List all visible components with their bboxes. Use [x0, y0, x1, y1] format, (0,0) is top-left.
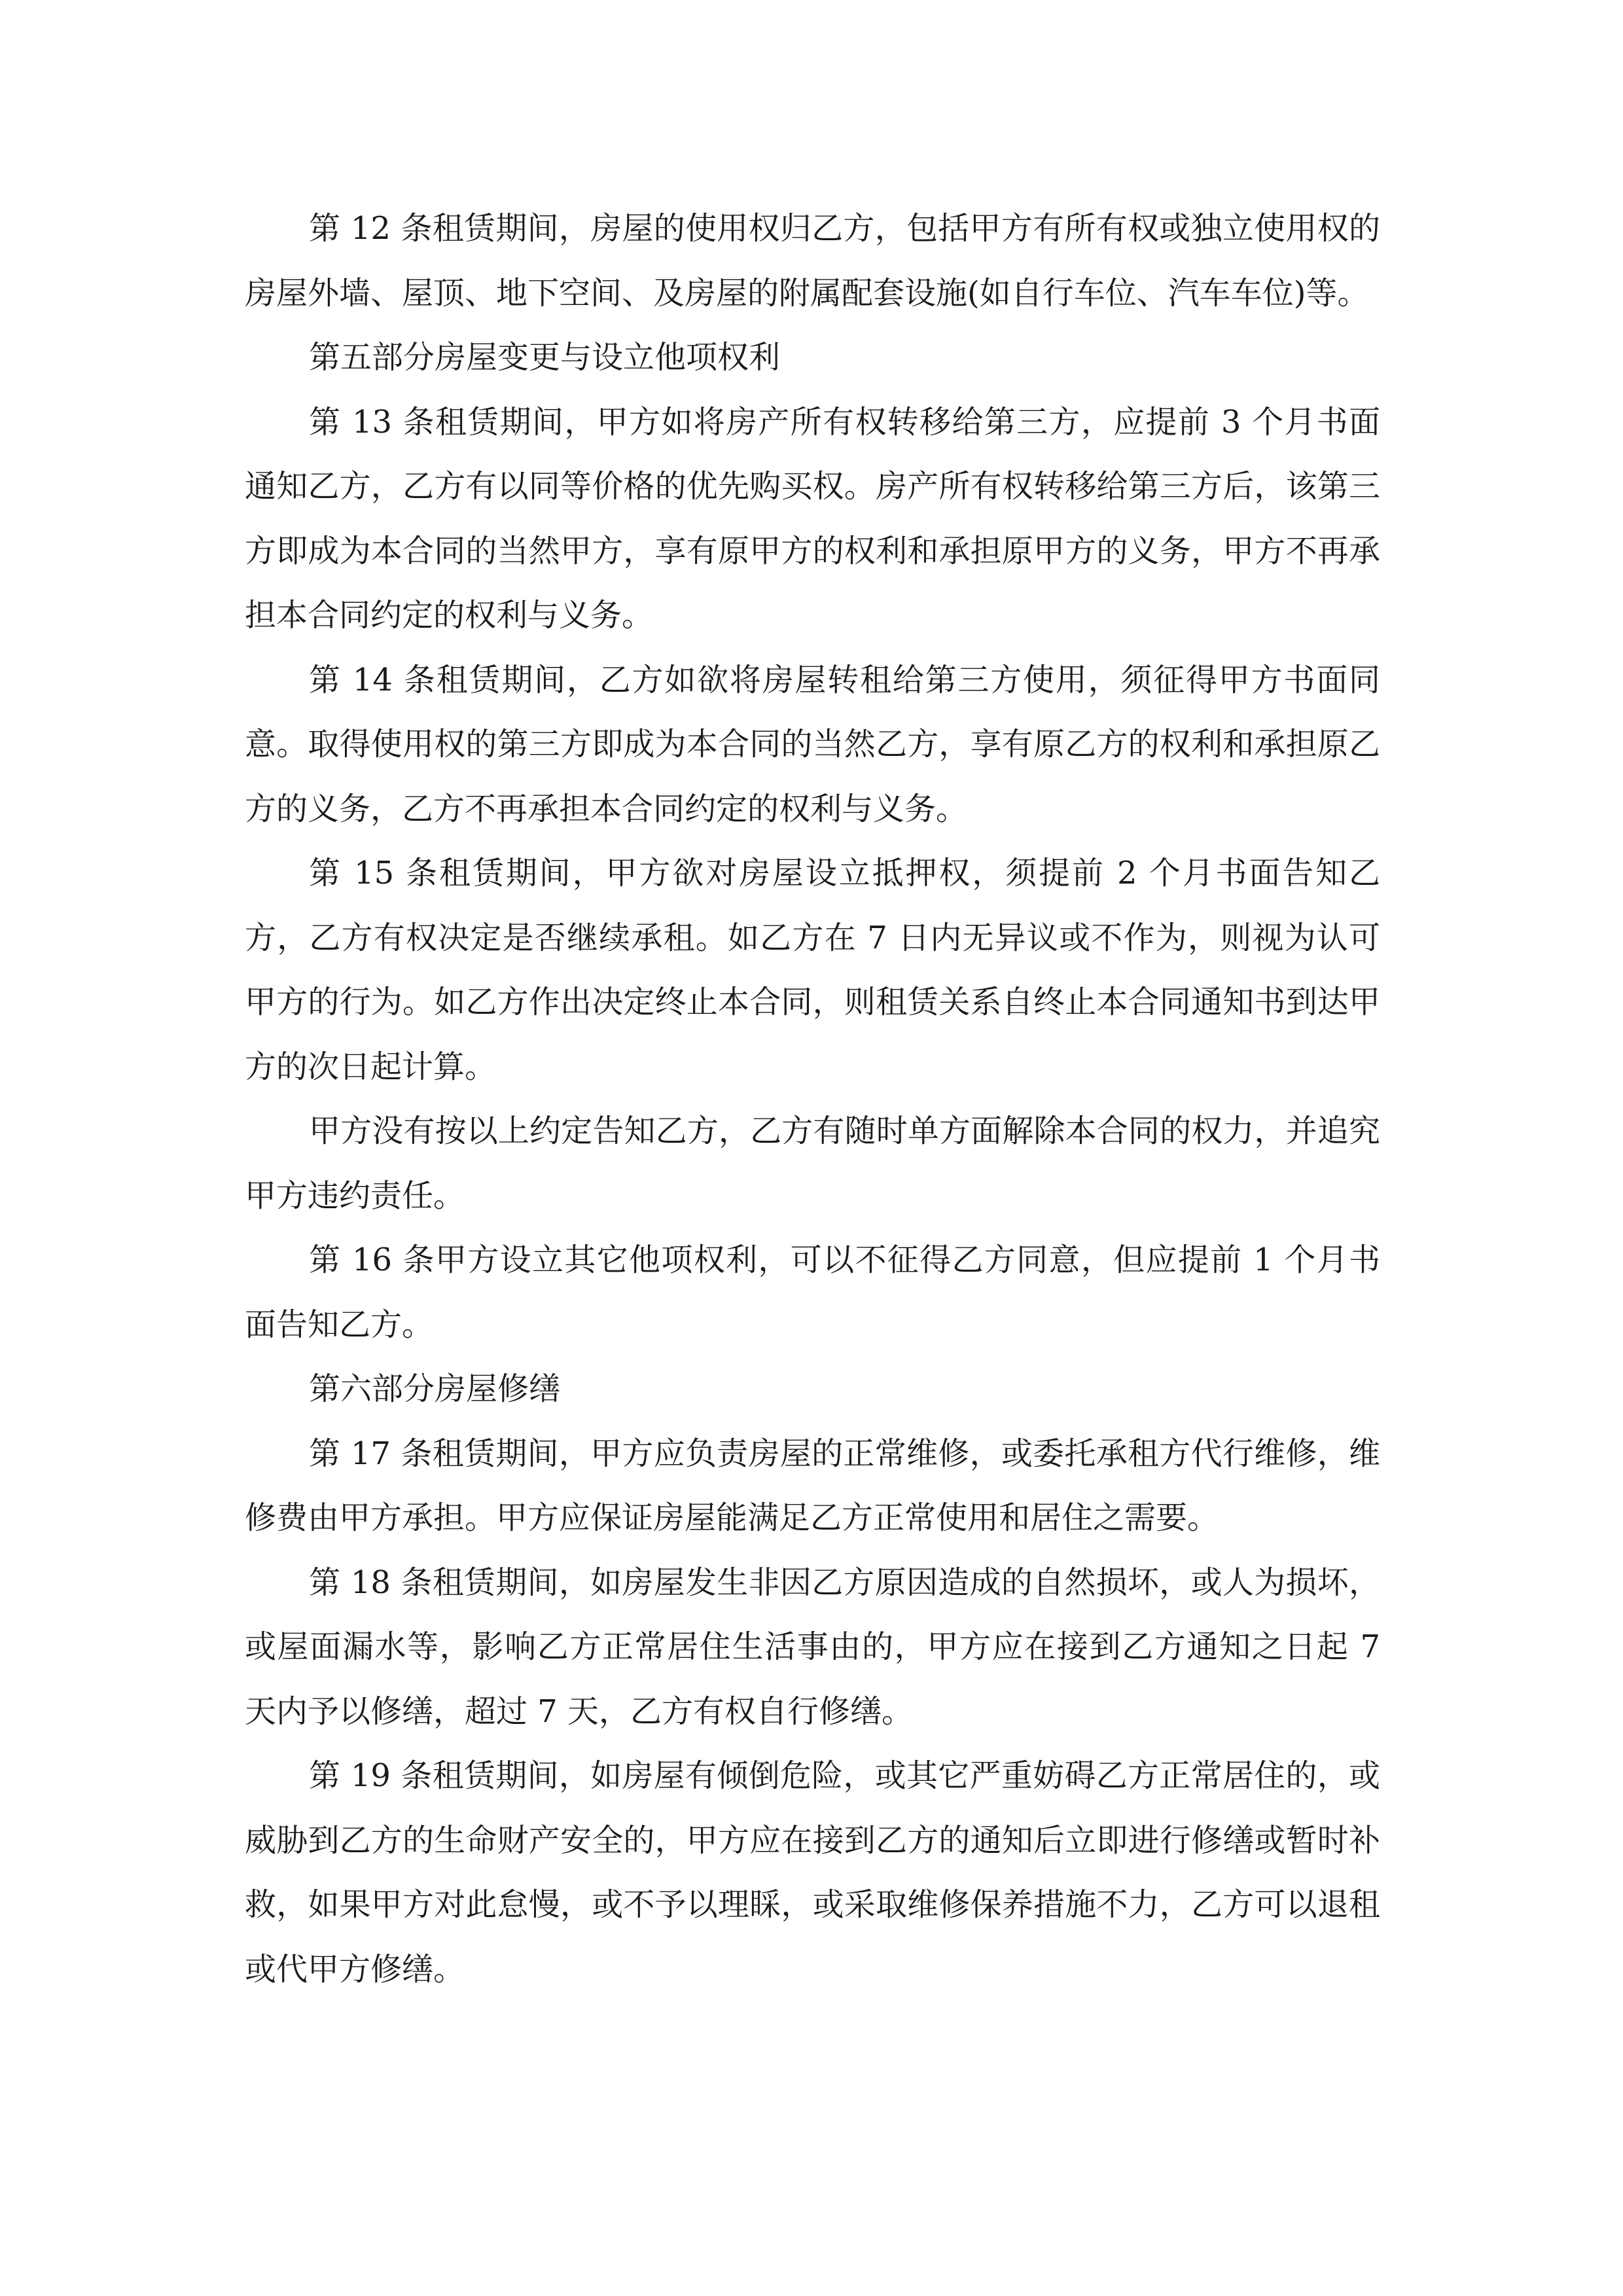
section-heading-part-6: 第六部分房屋修缮 [309, 1371, 561, 1407]
paragraph-article-14: 第 14 条租赁期间，乙方如欲将房屋转租给第三方使用，须征得甲方书面同意。取得使用权的第三方即成为本合同的当然乙方，享有原乙方的权利和承担原乙方的义务，乙方不再承担本合同约定的权利与义务。 [245, 661, 1380, 827]
paragraph-article-13: 第 13 条租赁期间，甲方如将房产所有权转移给第三方，应提前 3 个月书面通知乙方，乙方有以同等价格的优先购买权。房产所有权转移给第三方后，该第三方即成为本合同的当然甲方，享有原甲方的权利和承担原甲方的义务，甲方不再承担本合同约定的权利与义务。 [245, 403, 1380, 634]
paragraph-article-15-supplement: 甲方没有按以上约定告知乙方，乙方有随时单方面解除本合同的权力，并追究甲方违约责任。 [245, 1113, 1380, 1214]
paragraph-article-19: 第 19 条租赁期间，如房屋有倾倒危险，或其它严重妨碍乙方正常居住的，或威胁到乙方的生命财产安全的，甲方应在接到乙方的通知后立即进行修缮或暂时补救，如果甲方对此怠慢，或不予以理睬，或采取维修保养措施不力，乙方可以退租或代甲方修缮。 [245, 1757, 1380, 1988]
paragraph-article-16: 第 16 条甲方设立其它他项权利，可以不征得乙方同意，但应提前 1 个月书面告知乙方。 [245, 1242, 1380, 1343]
paragraph-article-12: 第 12 条租赁期间，房屋的使用权归乙方，包括甲方有所有权或独立使用权的房屋外墙、屋顶、地下空间、及房屋的附属配套设施(如自行车位、汽车车位)等。 [245, 210, 1380, 312]
document-body [245, 196, 1380, 2001]
paragraph-article-15: 第 15 条租赁期间，甲方欲对房屋设立抵押权，须提前 2 个月书面告知乙方，乙方有权决定是否继续承租。如乙方在 7 日内无异议或不作为，则视为认可甲方的行为。如乙方作出决定终止本合同，则租赁关系自终止本合同通知书到达甲方的次日起计算。 [245, 855, 1380, 1085]
paragraph-article-18: 第 18 条租赁期间，如房屋发生非因乙方原因造成的自然损坏，或人为损坏，或屋面漏水等，影响乙方正常居住生活事由的，甲方应在接到乙方通知之日起 7 天内予以修缮，超过 7 天，乙方有权自行修缮。 [245, 1564, 1380, 1730]
paragraph-article-17: 第 17 条租赁期间，甲方应负责房屋的正常维修，或委托承租方代行维修，维修费由甲方承担。甲方应保证房屋能满足乙方正常使用和居住之需要。 [245, 1435, 1380, 1536]
section-heading-part-5: 第五部分房屋变更与设立他项权利 [309, 339, 781, 376]
